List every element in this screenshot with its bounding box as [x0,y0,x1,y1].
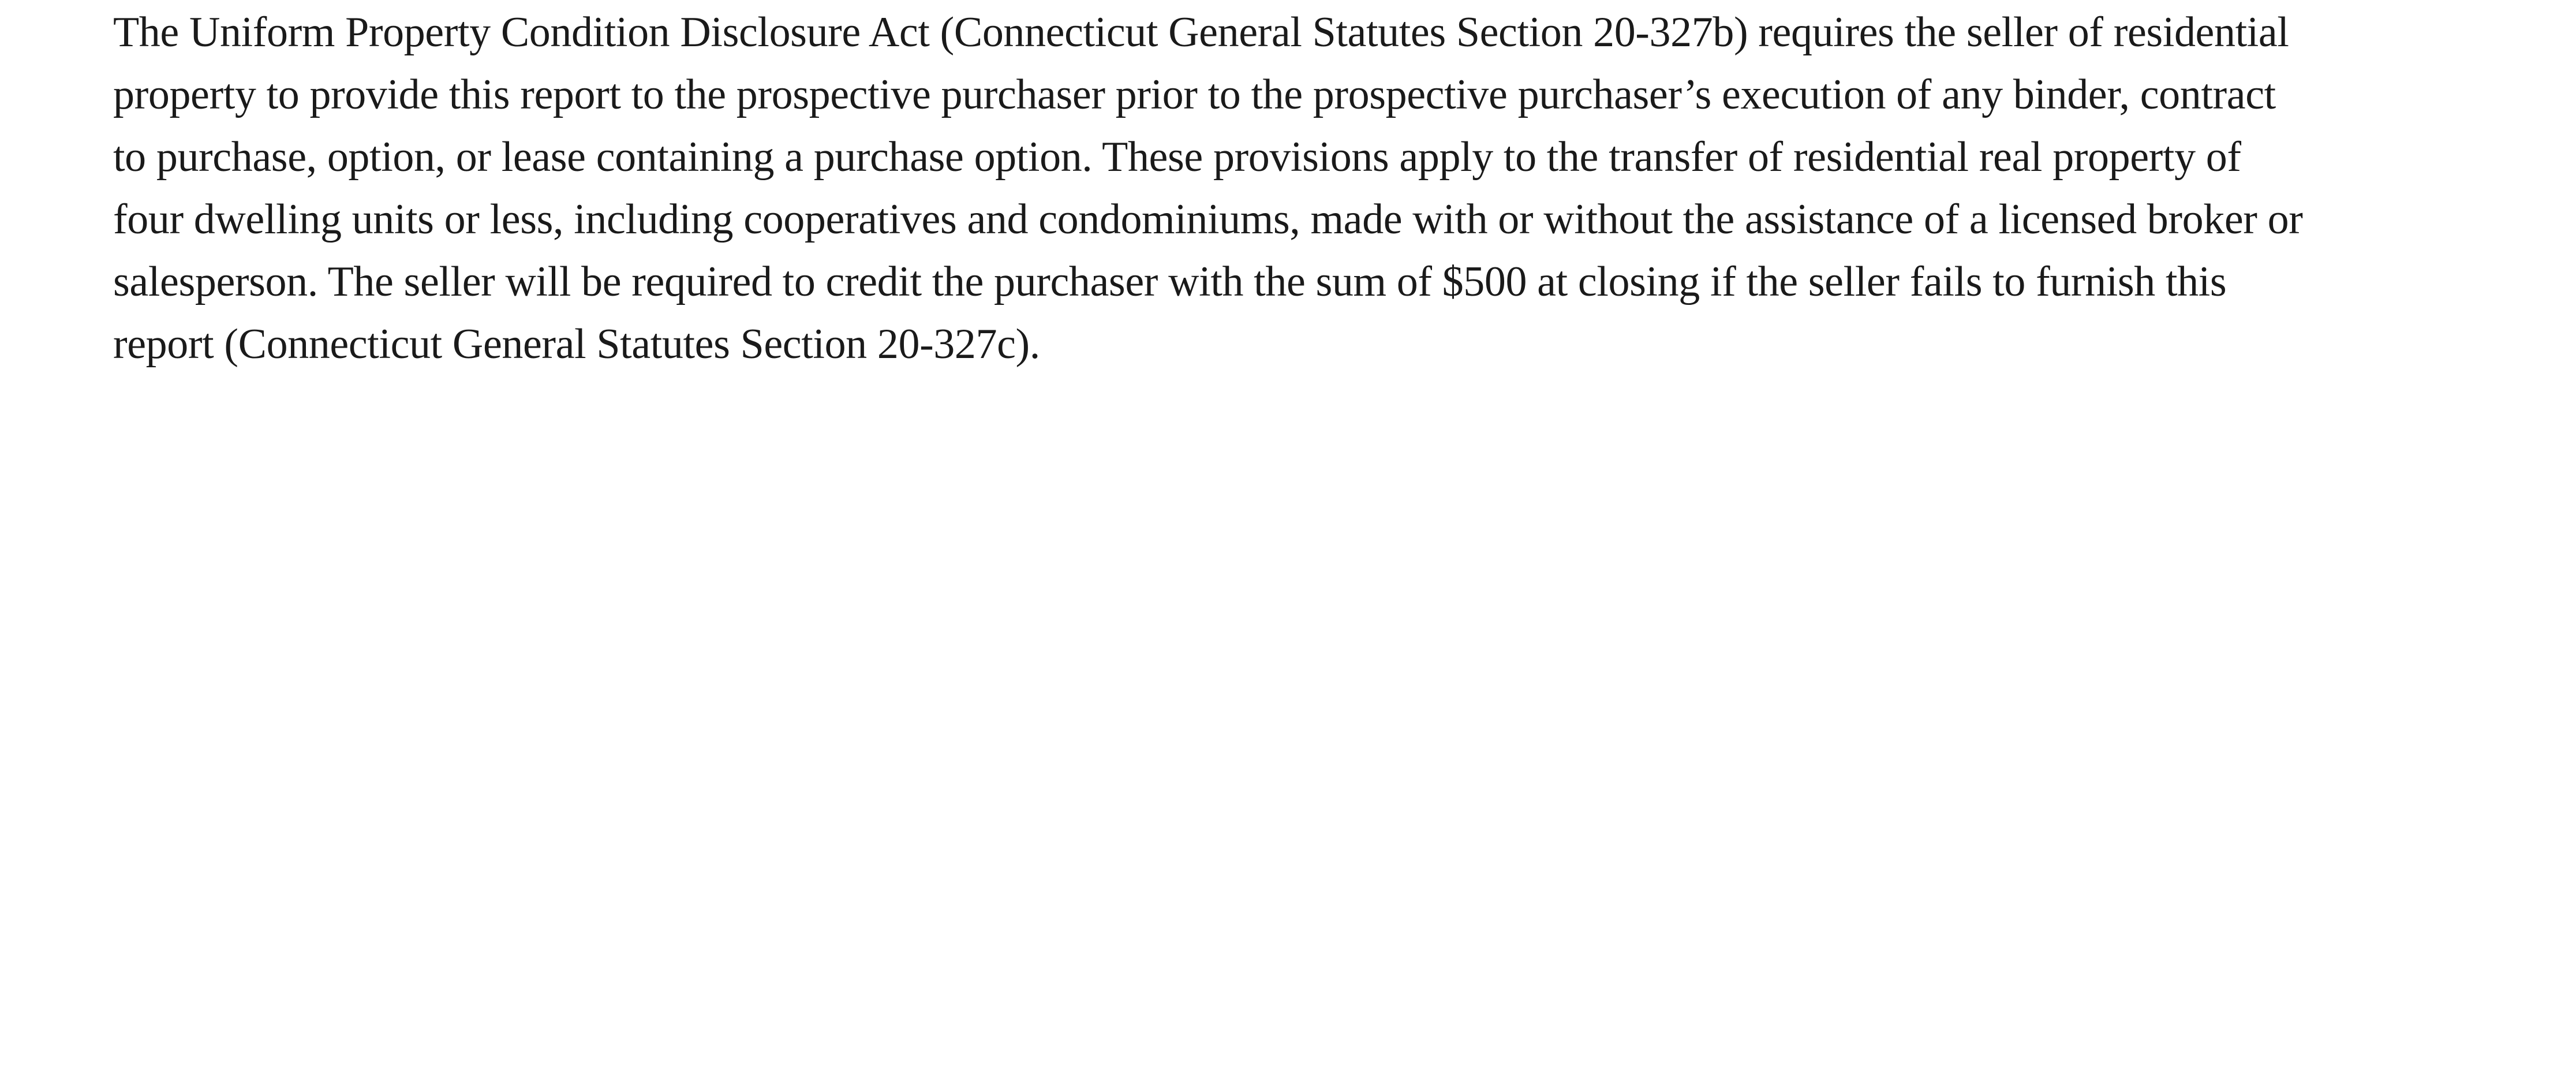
paragraph-line: property to provide this report to the prospective purchaser prior to the prospective purchaser’s execution of any binder, contract [113,71,2276,118]
paragraph-line: report (Connecticut General Statutes Section 20-327c). [113,320,1040,368]
paragraph-line: The Uniform Property Condition Disclosure Act (Connecticut General Statutes Section 20-327b) requires the seller of residential [113,9,2289,56]
paragraph-line: four dwelling units or less, including cooperatives and condominiums, made with or without the assistance of a licensed broker or [113,196,2303,243]
paragraph-line: salesperson. The seller will be required to credit the purchaser with the sum of $500 at closing if the seller fails to furnish this [113,258,2227,305]
paragraph-line: to purchase, option, or lease containing a purchase option. These provisions apply to the transfer of residential real property of [113,133,2241,181]
disclosure-paragraph [113,1,2543,375]
